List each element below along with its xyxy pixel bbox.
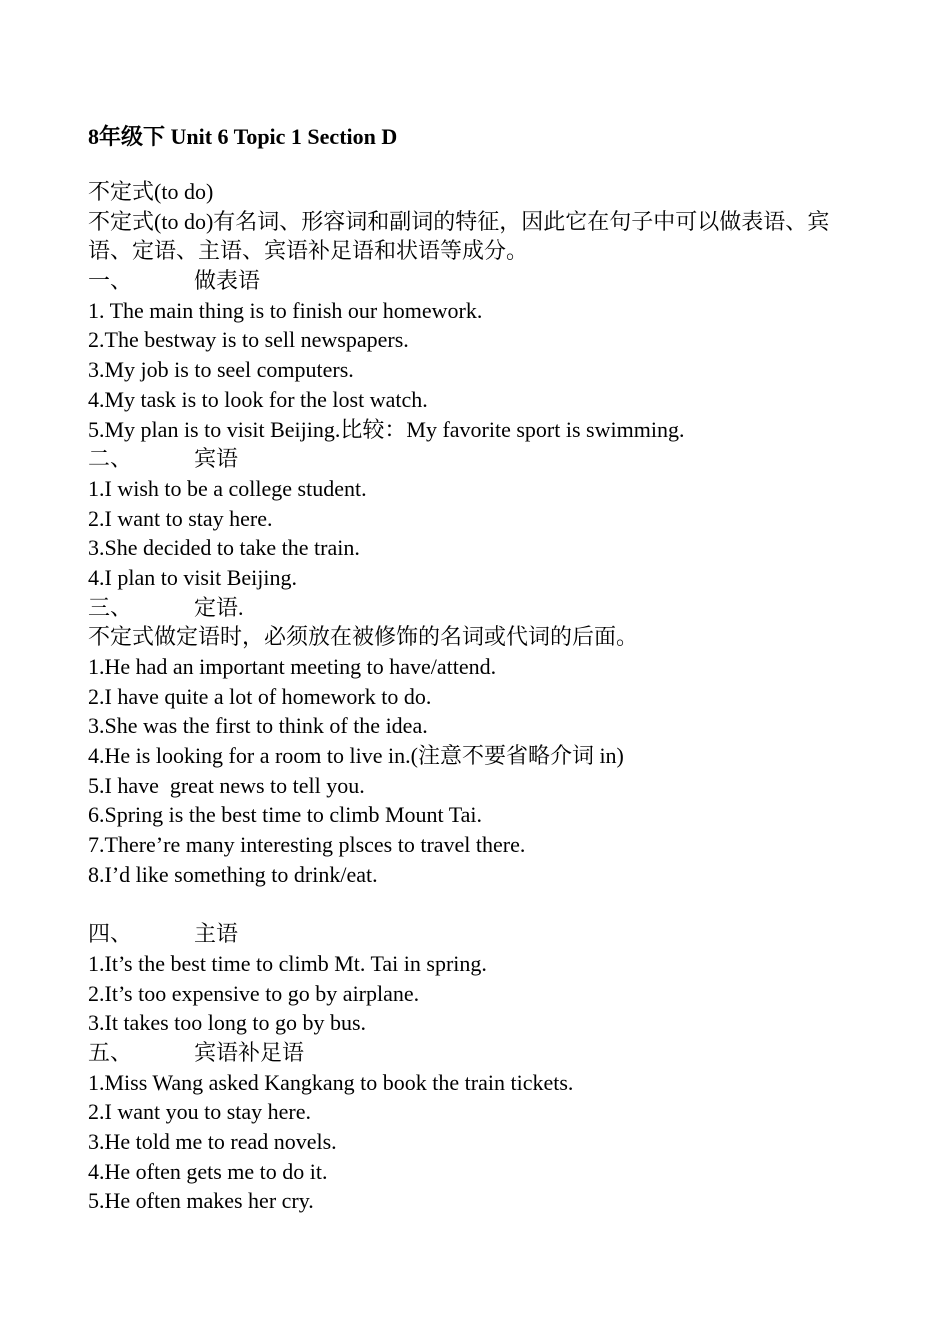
intro-heading: 不定式(to do) — [88, 179, 214, 204]
example-sentence: 1.I wish to be a college student. — [88, 475, 367, 501]
example-sentence: 3.She decided to take the train. — [88, 535, 360, 561]
example-sentence: 5.My plan is to visit Beijing.比较：My favorite sport is swimming. — [88, 416, 685, 442]
section-name: 宾语 — [194, 446, 239, 472]
example-sentence: 3.He told me to read novels. — [88, 1129, 337, 1155]
example-sentence: 2.I have quite a lot of homework to do. — [88, 683, 432, 709]
section-heading — [88, 444, 868, 474]
section-name: 做表语 — [194, 268, 261, 294]
section-number: 一、 — [88, 268, 133, 294]
example-sentence: 5.He often makes her cry. — [88, 1188, 314, 1214]
intro-text: 不定式(to do)有名词、形容词和副词的特征，因此它在句子中可以做表语、宾语、定语、主语、宾语补足语和状语等成分。 — [88, 208, 830, 264]
section-number: 四、 — [88, 921, 133, 947]
example-sentence: 2.It’s too expensive to go by airplane. — [88, 980, 420, 1006]
blank-line — [88, 890, 868, 920]
title-spacer — [88, 156, 868, 177]
example-sentence: 2.I want to stay here. — [88, 505, 273, 531]
example-sentence: 1.He had an important meeting to have/attend. — [88, 654, 497, 680]
example-sentence: 6.Spring is the best time to climb Mount Tai. — [88, 802, 483, 828]
document-title: 8年级下 Unit 6 Topic 1 Section D — [88, 124, 398, 149]
example-sentence: 4.He often gets me to do it. — [88, 1158, 328, 1184]
section-number: 二、 — [88, 446, 133, 472]
section-name: 宾语补足语 — [194, 1039, 305, 1065]
section-heading — [88, 593, 868, 623]
example-sentence: 1.Miss Wang asked Kangkang to book the train tickets. — [88, 1069, 574, 1095]
example-sentence: 2.The bestway is to sell newspapers. — [88, 327, 409, 353]
example-sentence: 1. The main thing is to finish our homework. — [88, 297, 483, 323]
example-sentence: 2.I want you to stay here. — [88, 1099, 311, 1125]
example-sentence: 4.I plan to visit Beijing. — [88, 564, 297, 590]
section-name: 主语 — [194, 921, 239, 947]
example-sentence: 7.There’re many interesting plsces to travel there. — [88, 832, 526, 858]
example-sentence: 4.My task is to look for the lost watch. — [88, 386, 428, 412]
example-sentence: 1.It’s the best time to climb Mt. Tai in spring. — [88, 950, 487, 976]
example-sentence: 8.I’d like something to drink/eat. — [88, 861, 378, 887]
section-number: 五、 — [88, 1039, 133, 1065]
example-sentence: 5.I have great news to tell you. — [88, 772, 365, 798]
example-sentence: 4.He is looking for a room to live in.(注意不要省略介词 in) — [88, 743, 624, 769]
example-sentence: 3.It takes too long to go by bus. — [88, 1010, 367, 1036]
section-heading — [88, 1038, 868, 1068]
example-sentence: 3.She was the first to think of the idea. — [88, 713, 428, 739]
example-sentence: 3.My job is to seel computers. — [88, 357, 354, 383]
section-name: 定语. — [194, 594, 244, 620]
section-note: 不定式做定语时，必须放在被修饰的名词或代词的后面。 — [88, 624, 639, 650]
section-number: 三、 — [88, 594, 133, 620]
section-heading — [88, 919, 868, 949]
section-heading — [88, 266, 868, 296]
document-page — [88, 118, 868, 1216]
